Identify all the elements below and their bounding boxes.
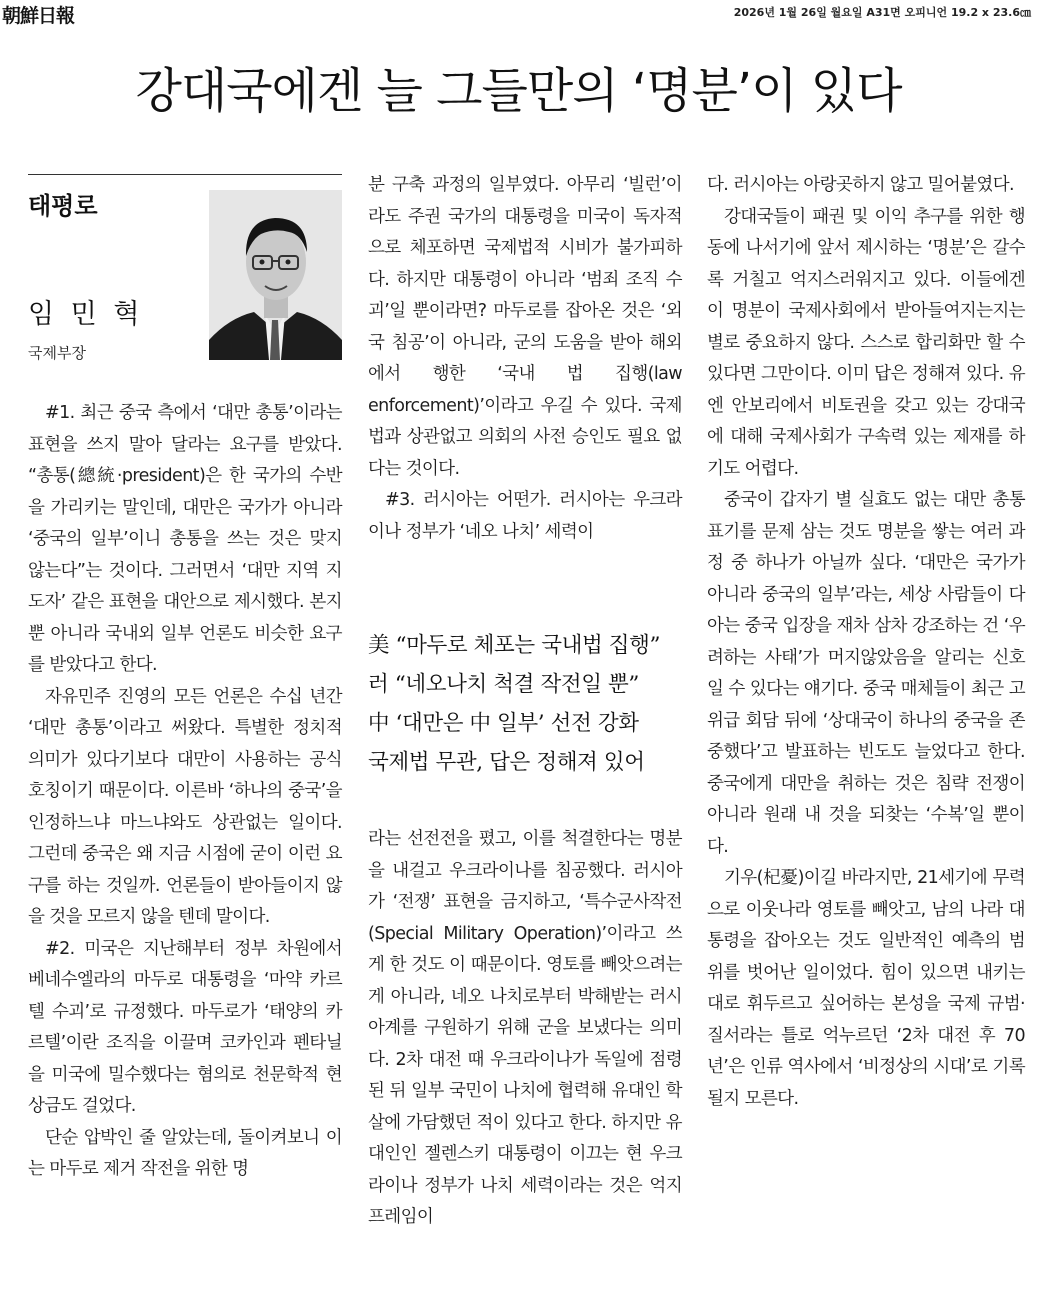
masthead bbox=[0, 0, 1037, 27]
column-top-rule bbox=[28, 174, 342, 175]
subhead-line: 러 “네오나치 척결 작전일 뿐” bbox=[368, 672, 639, 697]
author-name: 임 민 혁 bbox=[28, 299, 144, 330]
subhead-line: 美 “마두로 체포는 국내법 집행” bbox=[368, 633, 661, 658]
column-3-text bbox=[707, 170, 1025, 1115]
newspaper-logo: 朝鮮日報 bbox=[2, 5, 75, 27]
paragraph: 분 구축 과정의 일부였다. 아무리 ‘빌런’이라도 주권 국가의 대통령을 미국이 독자적으로 체포하면 국제법적 시비가 불가피하다. 하지만 대통령이 아니라 ‘범죄 조직 수괴’일 뿐이라면? 마두로를 잡아온 것은 ‘외국 침공’이 아니라, 군의 도움을 받아 해외에서 행한 ‘국내 법 집행(law enforcement)’이라고 우길 수 있다. 국제법과 상관없고 의회의 사전 승인도 필요 없다는 것이다. bbox=[368, 175, 682, 479]
paragraph: #1. 최근 중국 측에서 ‘대만 총통’이라는 표현을 쓰지 말아 달라는 요구를 받았다. “총통(總統·president)은 한 국가의 수반을 가리키는 말인데, 대만은 국가가 아니라 ‘중국의 일부’이니 총통을 쓰는 것은 맞지 않는다”는 것이다. 그러면서 ‘대만 지역 지도자’ 같은 표현을 대안으로 제시했다. 본지뿐 아니라 국내외 일부 언론도 비슷한 요구를 받았다고 한다. bbox=[28, 403, 342, 675]
paragraph: 라는 선전전을 폈고, 이를 척결한다는 명분을 내걸고 우크라이나를 침공했다. 러시아가 ‘전쟁’ 표현을 금지하고, ‘특수군사작전(Special Military Operation)’이라고 쓰게 한 것도 이 때문이다. 영토를 빼앗으려는 게 아니라, 네오 나치로부터 박해받는 러시아계를 구원하기 위해 군을 보냈다는 의미다. 2차 대전 때 우크라이나가 독일에 점령된 뒤 일부 국민이 나치에 협력해 유대인 학살에 가담했던 적이 있다고 한다. 하지만 유대인인 젤렌스키 대통령이 이끄는 현 우크라이나 정부가 나치 세력이라는 것은 억지 프레임이 bbox=[368, 829, 682, 1227]
subhead-block bbox=[368, 626, 682, 782]
paragraph: #3. 러시아는 어떤가. 러시아는 우크라이나 정부가 ‘네오 나치’ 세력이 bbox=[368, 490, 682, 542]
paragraph: #2. 미국은 지난해부터 정부 차원에서 베네수엘라의 마두로 대통령을 ‘마약 카르텔 수괴’로 규정했다. 마두로가 ‘태양의 카르텔’이란 조직을 이끌며 코카인과 펜타닐을 미국에 밀수했다는 혐의로 천문학적 현상금도 걸었다. bbox=[28, 938, 342, 1116]
paragraph: 기우(杞憂)이길 바라지만, 21세기에 무력으로 이웃나라 영토를 빼앗고, 남의 나라 대통령을 잡아오는 것도 일반적인 예측의 범위를 벗어난 일이었다. 힘이 있으면 내키는 대로 휘두르고 싶어하는 본성을 국제 규범·질서라는 틀로 억누르던 ‘2차 대전 후 70년’은 인류 역사에서 ‘비정상의 시대’로 기록될지 모른다. bbox=[707, 868, 1025, 1109]
subhead-line: 국제법 무관, 답은 정해져 있어 bbox=[368, 750, 645, 775]
subhead-line: 中 ‘대만은 中 일부’ 선전 강화 bbox=[368, 711, 639, 736]
column-section-name: 태평로 bbox=[28, 192, 98, 220]
column-2-bottom-text bbox=[368, 824, 682, 1234]
author-title: 국제부장 bbox=[28, 344, 86, 362]
paragraph: 단순 압박인 줄 알았는데, 돌이켜보니 이는 마두로 제거 작전을 위한 명 bbox=[28, 1127, 342, 1179]
author-photo bbox=[209, 190, 342, 360]
column-2-top-text bbox=[368, 170, 682, 548]
paragraph: 자유민주 진영의 모든 언론은 수십 년간 ‘대만 총통’이라고 써왔다. 특별한 정치적 의미가 있다기보다 대만이 사용하는 공식 호칭이기 때문이다. 이른바 ‘하나의 중국’을 인정하느냐 마느냐와도 상관없는 일이다. 그런데 중국은 왜 지금 시점에 굳이 이런 요구를 하는 것일까. 언론들이 받아들이지 않을 것을 모르지 않을 텐데 말이다. bbox=[28, 686, 342, 927]
dateline: 2026년 1월 26일 월요일 A31면 오피니언 19.2 x 23.6㎝ bbox=[733, 6, 1031, 19]
author-portrait-icon bbox=[209, 190, 342, 360]
paragraph: 중국이 갑자기 별 실효도 없는 대만 총통 표기를 문제 삼는 것도 명분을 쌓는 여러 과정 중 하나가 아닐까 싶다. ‘대만은 국가가 아니라 중국의 일부’라는, 세상 사람들이 다 아는 중국 입장을 재차 삼차 강조하는 건 ‘우려하는 사태’가 머지않았음을 알리는 신호일 수 있다는 얘기다. 중국 매체들이 최근 고위급 회담 뒤에 ‘상대국이 하나의 중국을 존중했다’고 발표하는 빈도도 늘었다고 한다. 중국에게 대만을 취하는 것은 침략 전쟁이 아니라 원래 내 것을 되찾는 ‘수복’일 뿐이다. bbox=[707, 490, 1025, 857]
column-1-text bbox=[28, 398, 342, 1186]
headline: 강대국에겐 늘 그들만의 ‘명분’이 있다 bbox=[135, 63, 902, 119]
paragraph: 강대국들이 패권 및 이익 추구를 위한 행동에 나서기에 앞서 제시하는 ‘명분’은 갈수록 거칠고 억지스러워지고 있다. 이들에겐 이 명분이 국제사회에서 받아들여지는지는 별로 중요하지 않다. 스스로 합리화만 할 수 있다면 그만이다. 이미 답은 정해져 있다. 유엔 안보리에서 비토권을 갖고 있는 강대국에 대해 국제사회가 구속력 있는 제재를 하기도 어렵다. bbox=[707, 206, 1025, 479]
paragraph: 다. 러시아는 아랑곳하지 않고 밀어붙였다. bbox=[707, 175, 1014, 195]
